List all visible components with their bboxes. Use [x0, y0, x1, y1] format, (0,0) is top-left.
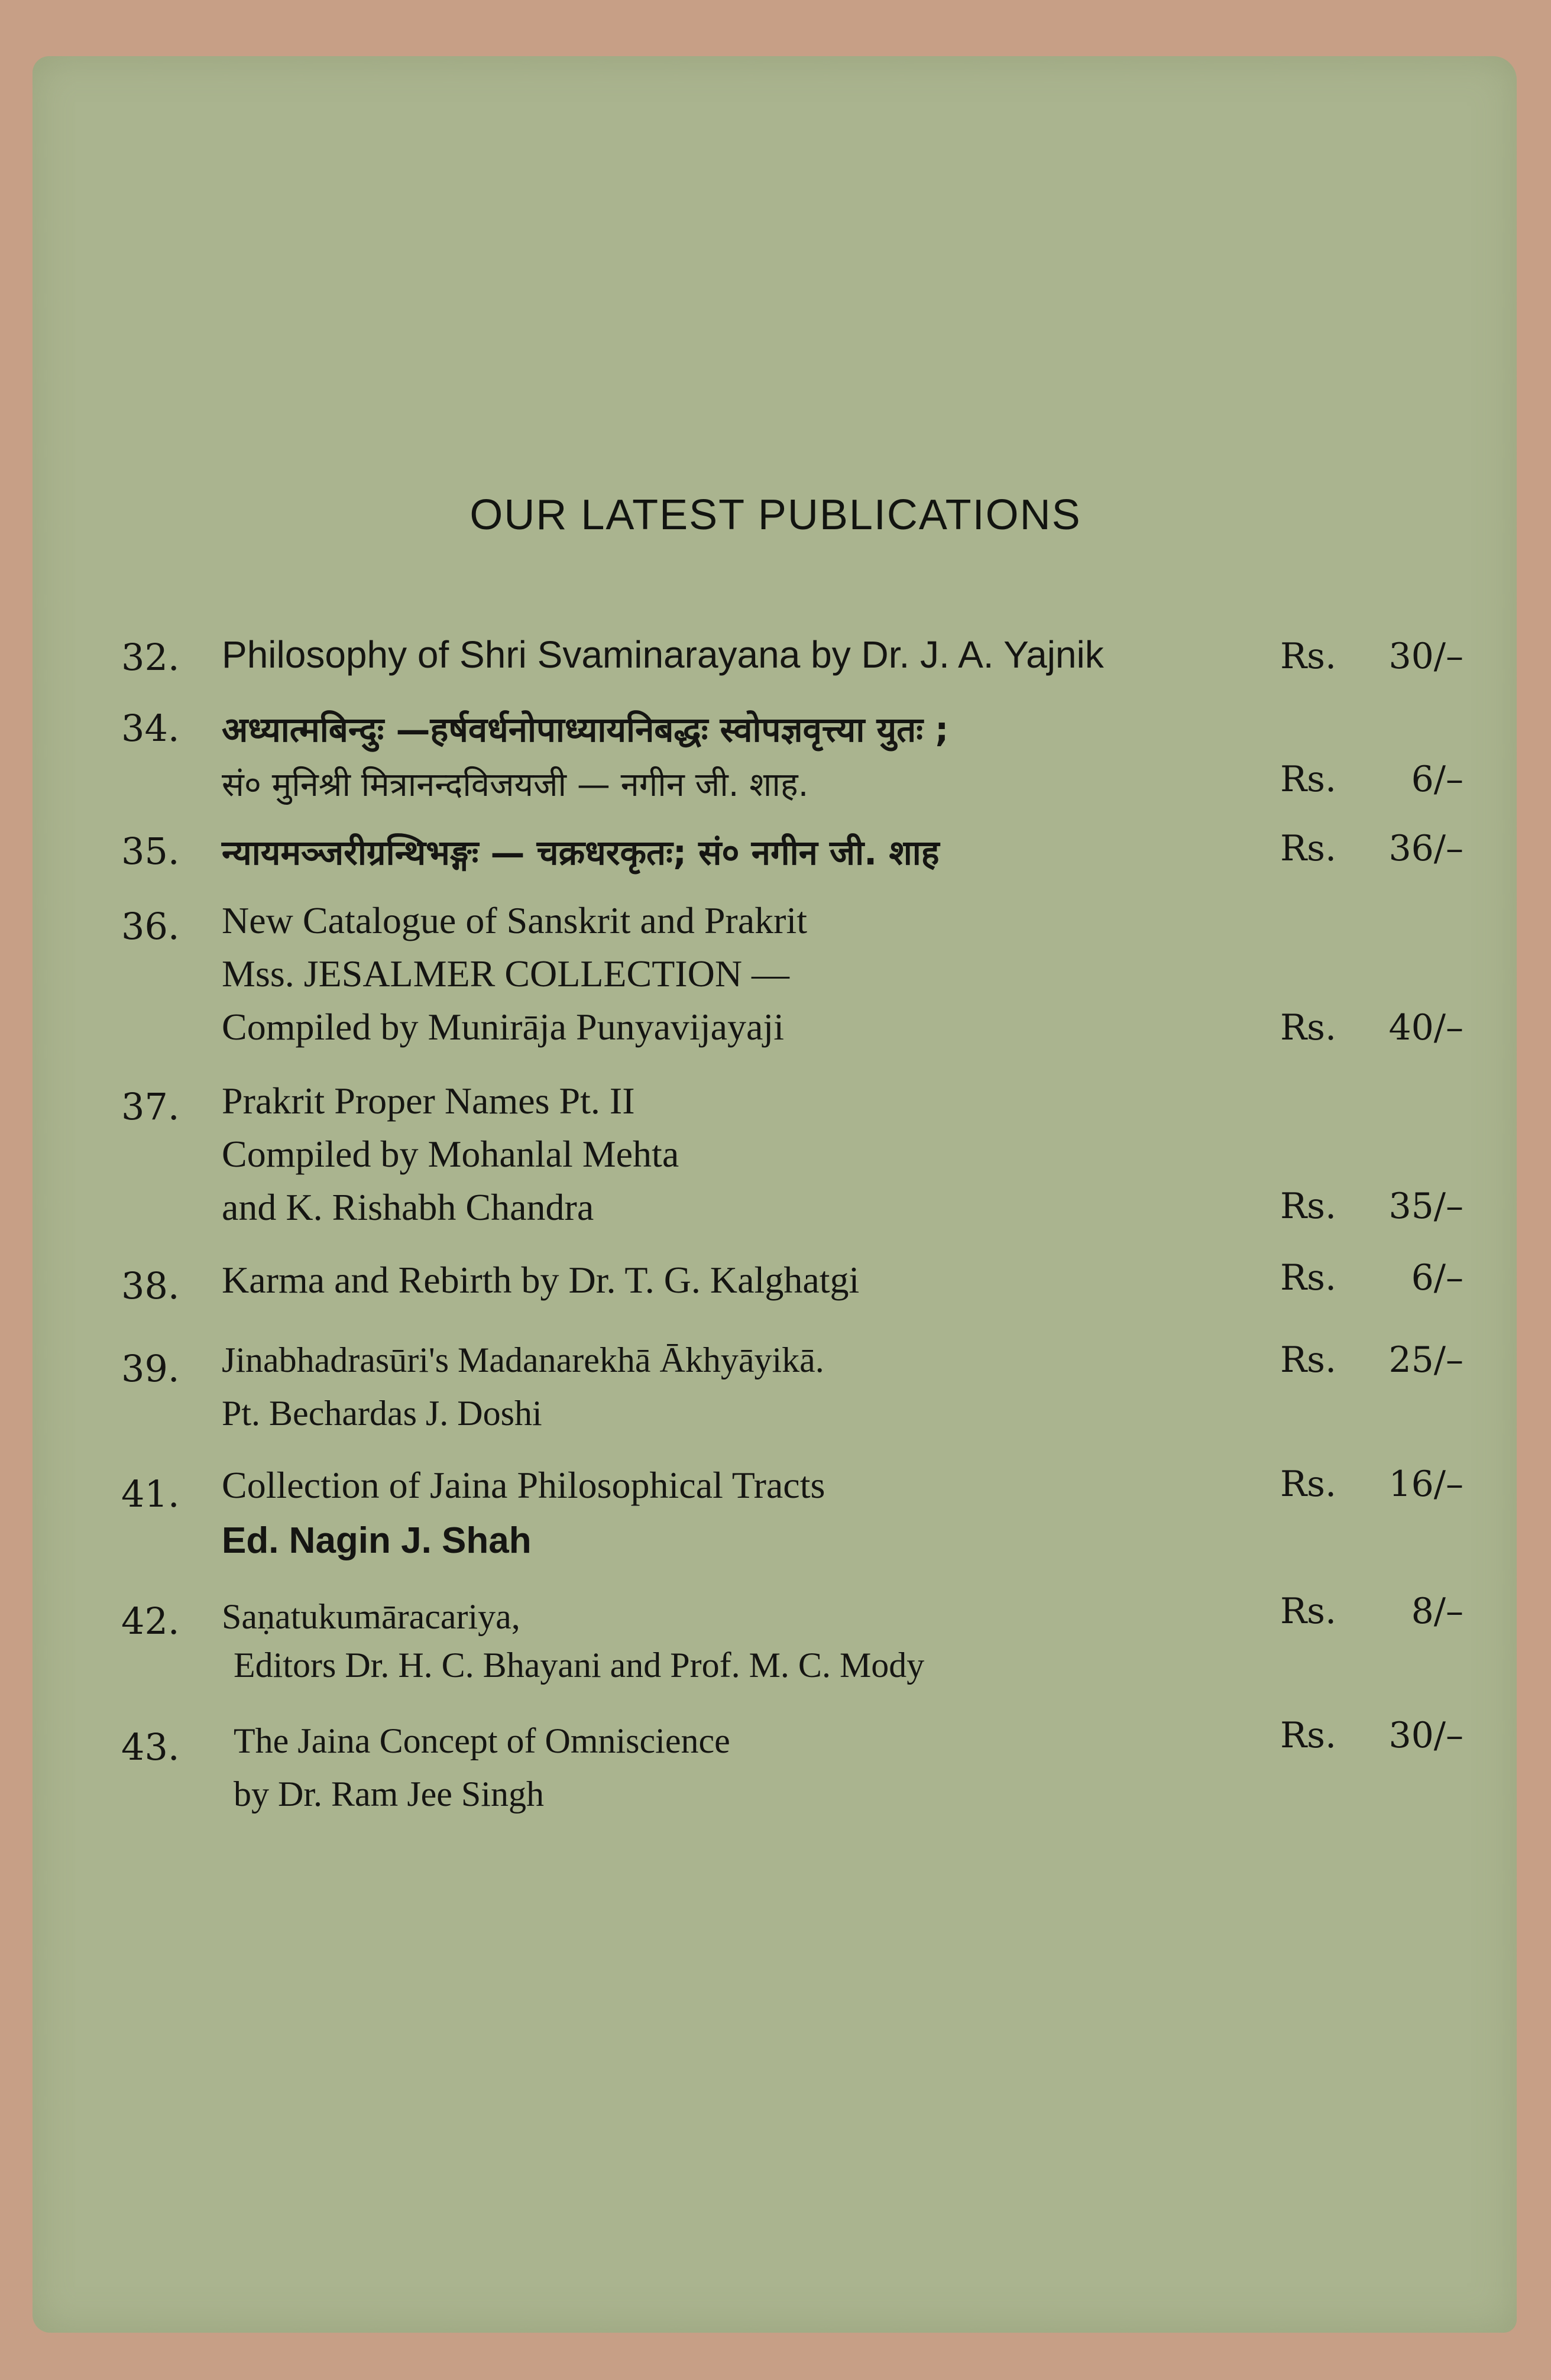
price-currency: Rs. [1280, 1257, 1337, 1299]
entry-title-line: Prakrit Proper Names Pt. II [222, 1080, 635, 1122]
entry-number: 35. [121, 830, 180, 873]
price-amount: 25/– [1388, 1339, 1463, 1381]
price-currency: Rs. [1280, 759, 1337, 800]
entry-title-line: Ed. Nagin J. Shah [222, 1520, 532, 1561]
entry-title-line: Pt. Bechardas J. Doshi [222, 1394, 542, 1433]
page-title: OUR LATEST PUBLICATIONS [469, 491, 1082, 539]
entry-title-line: Compiled by Mohanlal Mehta [222, 1133, 679, 1175]
entry-number: 39. [121, 1347, 180, 1390]
entry-title-line: अध्यात्मबिन्दुः —हर्षवर्धनोपाध्यायनिबद्धः स्वोपज्ञवृत्त्या युतः ; [222, 710, 949, 750]
entry-title-line: सं० मुनिश्री मित्रानन्दविजयजी — नगीन जी. शाह. [222, 766, 809, 804]
entry-title-line: and K. Rishabh Chandra [222, 1186, 594, 1228]
price-amount: 35/– [1388, 1186, 1463, 1227]
entry-title-line: न्यायमञ्जरीग्रन्थिभङ्गः — चक्रधरकृतः; सं० नगीन जी. शाह [222, 833, 940, 873]
price-currency: Rs. [1280, 1591, 1337, 1632]
entry-number: 43. [121, 1725, 180, 1769]
price-amount: 30/– [1388, 636, 1463, 677]
entry-title-line: Editors Dr. H. C. Bhayani and Prof. M. C. Mody [234, 1646, 925, 1685]
price-amount: 6/– [1411, 1257, 1463, 1299]
entry-number: 34. [121, 707, 180, 750]
price-currency: Rs. [1280, 636, 1337, 677]
price-currency: Rs. [1280, 1715, 1337, 1756]
entry-number: 41. [121, 1472, 180, 1516]
entry-title-line: Philosophy of Shri Svaminarayana by Dr. J. A. Yajnik [222, 633, 1104, 676]
price-currency: Rs. [1280, 1463, 1337, 1505]
price-amount: 40/– [1388, 1007, 1463, 1048]
price-amount: 8/– [1411, 1591, 1463, 1632]
price-currency: Rs. [1280, 828, 1337, 869]
price-currency: Rs. [1280, 1007, 1337, 1048]
price-amount: 16/– [1388, 1463, 1463, 1505]
price-currency: Rs. [1280, 1339, 1337, 1381]
entry-title-line: Mss. JESALMER COLLECTION — [222, 953, 790, 995]
entry-title-line: Karma and Rebirth by Dr. T. G. Kalghatgi [222, 1259, 860, 1301]
entry-title-line: The Jaina Concept of Omniscience [234, 1721, 730, 1760]
price-amount: 36/– [1388, 828, 1463, 869]
entry-title-line: by Dr. Ram Jee Singh [234, 1775, 544, 1814]
price-amount: 6/– [1411, 759, 1463, 800]
entry-number: 32. [121, 636, 180, 679]
price-currency: Rs. [1280, 1186, 1337, 1227]
entry-title-line: New Catalogue of Sanskrit and Prakrit [222, 899, 807, 941]
entry-number: 42. [121, 1599, 180, 1643]
entry-title-line: Compiled by Munirāja Punyavijayaji [222, 1006, 784, 1048]
price-amount: 30/– [1388, 1715, 1463, 1756]
entry-title-line: Saṇatukumāracariya, [222, 1597, 520, 1636]
entry-title-line: Jinabhadrasūri's Madanarekhā Ākhyāyikā. [222, 1340, 824, 1380]
entry-number: 36. [121, 905, 180, 948]
entry-number: 38. [121, 1264, 180, 1307]
entry-title-line: Collection of Jaina Philosophical Tracts [222, 1464, 825, 1506]
entry-number: 37. [121, 1085, 180, 1128]
